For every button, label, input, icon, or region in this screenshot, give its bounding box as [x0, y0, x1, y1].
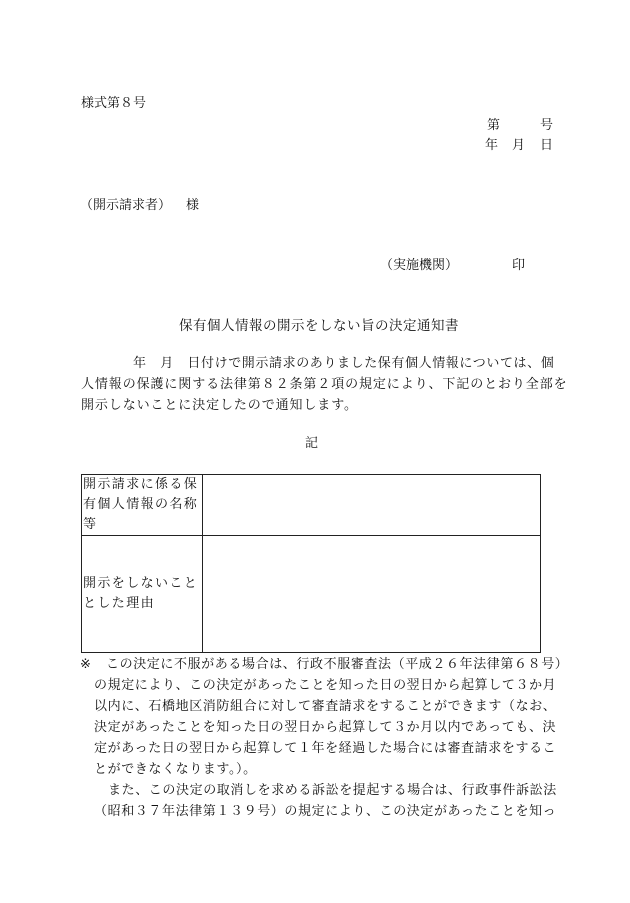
- row-value-info-name: [203, 475, 541, 536]
- issuer-seal: 印: [512, 258, 526, 273]
- doc-number-prefix: 第: [487, 118, 501, 133]
- table-row: [82, 536, 541, 653]
- body-line-3: 開示しないことに決定したので通知します。: [81, 398, 358, 413]
- note-line: とができなくなります。）。: [94, 762, 257, 777]
- ki-heading: 記: [305, 436, 319, 451]
- addressee-label: （開示請求者）: [80, 198, 172, 213]
- doc-number-suffix: 号: [540, 118, 554, 133]
- date-year: 年: [485, 138, 499, 153]
- body-line-1: 年 月 日付けで開示請求のありました保有個人情報については、個: [133, 356, 555, 371]
- form-number: 様式第８号: [81, 96, 147, 111]
- date-month: 月: [512, 138, 526, 153]
- note-line: 以内に、石橋地区消防組合に対して審査請求をすることができます（なお、: [94, 699, 557, 714]
- row-label-reason: 開示をしないこと とした理由: [82, 536, 203, 653]
- document-title: 保有個人情報の開示をしない旨の決定通知書: [179, 318, 459, 334]
- note-line: また、この決定の取消しを求める訴訟を提起する場合は、行政事件訴訟法: [108, 783, 557, 798]
- body-line-2: 人情報の保護に関する法律第８２条第２項の規定により、下記のとおり全部を: [81, 377, 568, 392]
- table-row: [82, 475, 541, 536]
- issuer-label: （実施機関）: [380, 258, 459, 273]
- info-table: [81, 474, 541, 653]
- note-line: の規定により、この決定があったことを知った日の翌日から起算して３か月: [94, 678, 557, 693]
- note-line: 決定があったことを知った日の翌日から起算して３か月以内であっても、決: [94, 720, 557, 735]
- note-line: （昭和３７年法律第１３９号）の規定により、この決定があったことを知っ: [94, 804, 557, 819]
- note-line: この決定に不服がある場合は、行政不服審査法（平成２６年法律第６８号）: [106, 657, 569, 672]
- note-mark: ※: [80, 657, 91, 672]
- addressee-honorific: 様: [186, 198, 200, 213]
- note-line: 定があった日の翌日から起算して１年を経過した場合には審査請求をするこ: [94, 741, 557, 756]
- row-label-info-name: 開示請求に係る保 有個人情報の名称 等: [82, 475, 203, 536]
- row-value-reason: [203, 536, 541, 653]
- date-day: 日: [540, 138, 554, 153]
